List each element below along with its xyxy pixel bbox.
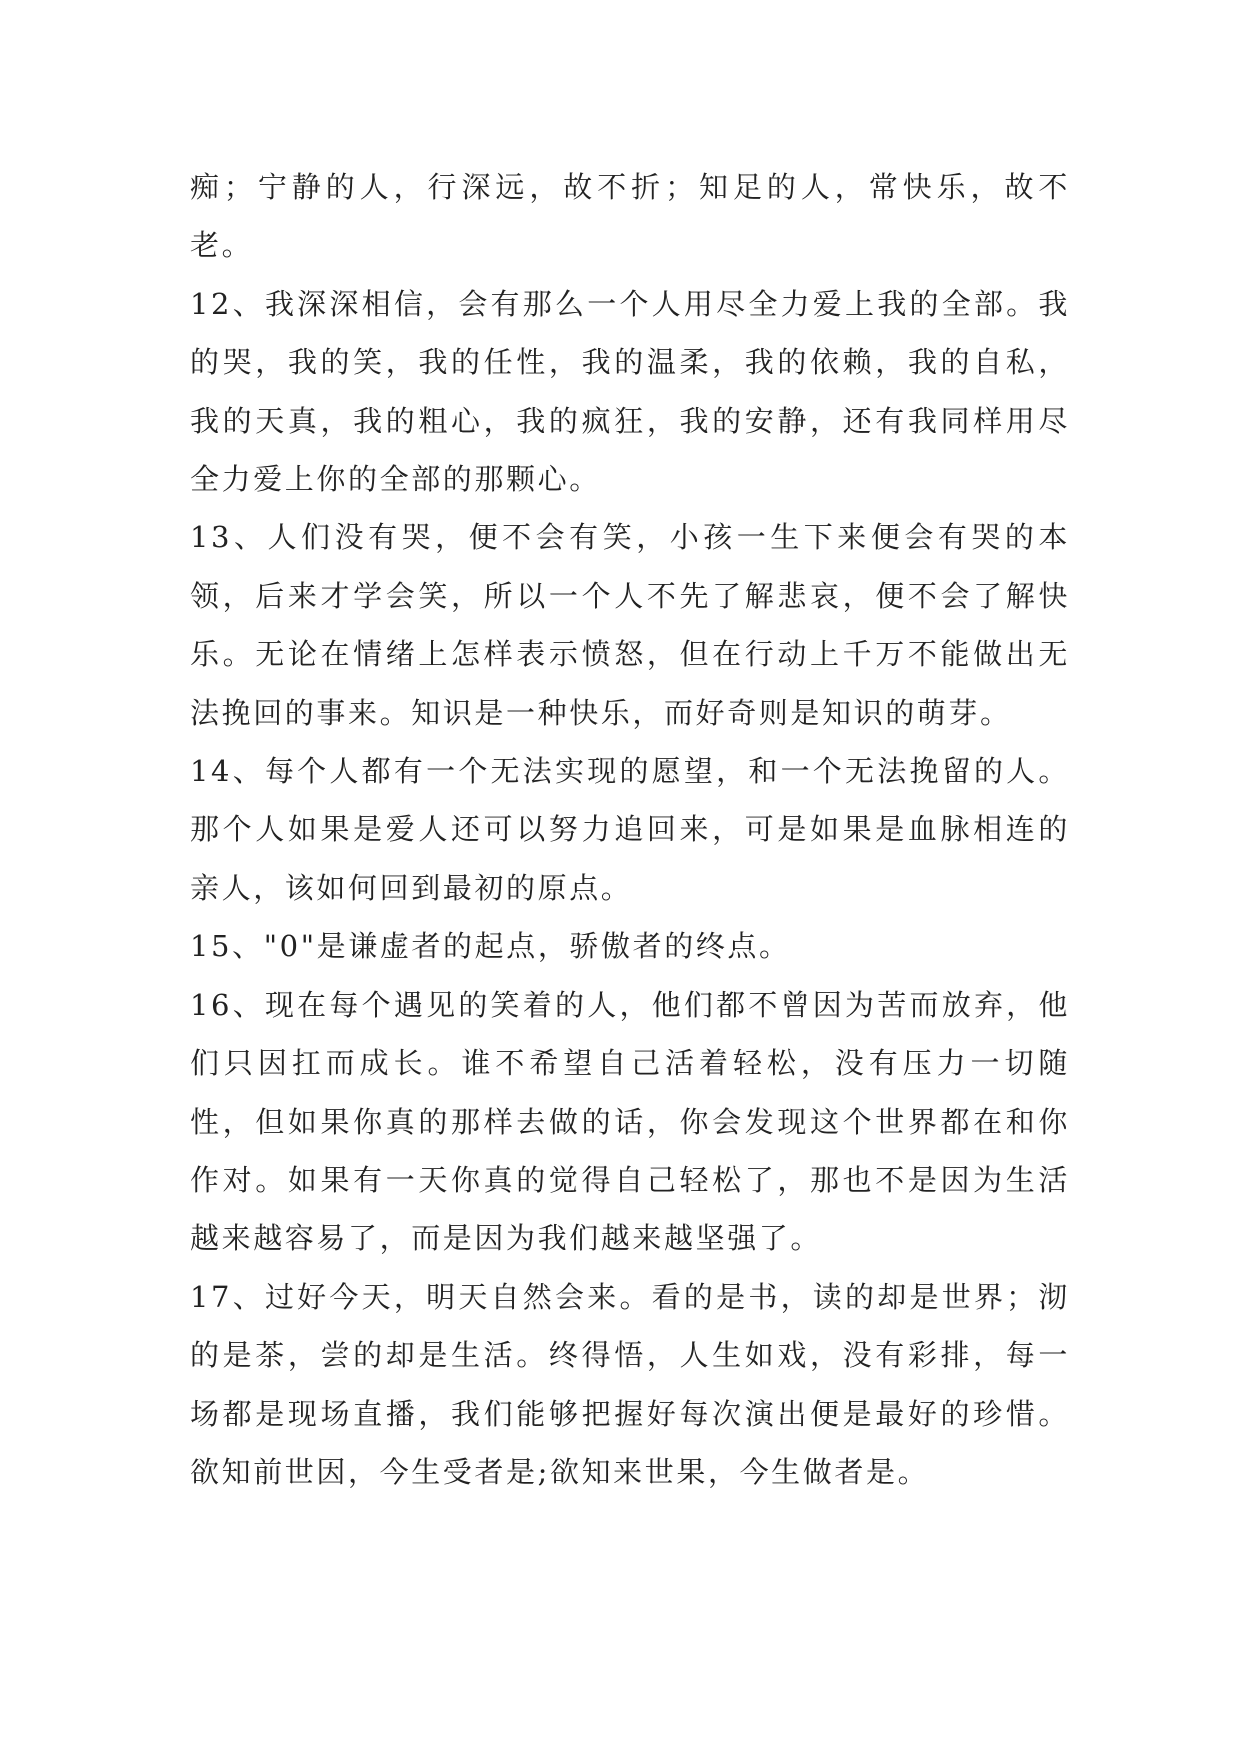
paragraph-14: 14、每个人都有一个无法实现的愿望，和一个无法挽留的人。那个人如果是爱人还可以努力追回来，可是如果是血脉相连的亲人，该如何回到最初的原点。 bbox=[190, 754, 1070, 905]
document-body bbox=[190, 158, 1070, 1501]
paragraph-12: 12、我深深相信，会有那么一个人用尽全力爱上我的全部。我的哭，我的笑，我的任性，我的温柔，我的依赖，我的自私，我的天真，我的粗心，我的疯狂，我的安静，还有我同样用尽全力爱上你的全部的那颗心。 bbox=[190, 286, 1070, 497]
paragraph-13: 13、人们没有哭，便不会有笑，小孩一生下来便会有哭的本领，后来才学会笑，所以一个人不先了解悲哀，便不会了解快乐。无论在情绪上怎样表示愤怒，但在行动上千万不能做出无法挽回的事来。知识是一种快乐，而好奇则是知识的萌芽。 bbox=[190, 520, 1070, 730]
paragraph-16: 16、现在每个遇见的笑着的人，他们都不曾因为苦而放弃，他们只因扛而成长。谁不希望自己活着轻松，没有压力一切随性，但如果你真的那样去做的话，你会发现这个世界都在和你作对。如果有一天你真的觉得自己轻松了，那也不是因为生活越来越容易了，而是因为我们越来越坚强了。 bbox=[190, 987, 1070, 1256]
paragraph-continuation: 痴；宁静的人，行深远，故不折；知足的人，常快乐，故不老。 bbox=[190, 170, 1070, 263]
paragraph-17: 17、过好今天，明天自然会来。看的是书，读的却是世界；沏的是茶，尝的却是生活。终得悟，人生如戏，没有彩排，每一场都是现场直播，我们能够把握好每次演出便是最好的珍惜。欲知前世因，今生受者是;欲知来世果，今生做者是。 bbox=[190, 1279, 1070, 1489]
paragraph-15: 15、"0"是谦虚者的起点，骄傲者的终点。 bbox=[190, 929, 791, 964]
